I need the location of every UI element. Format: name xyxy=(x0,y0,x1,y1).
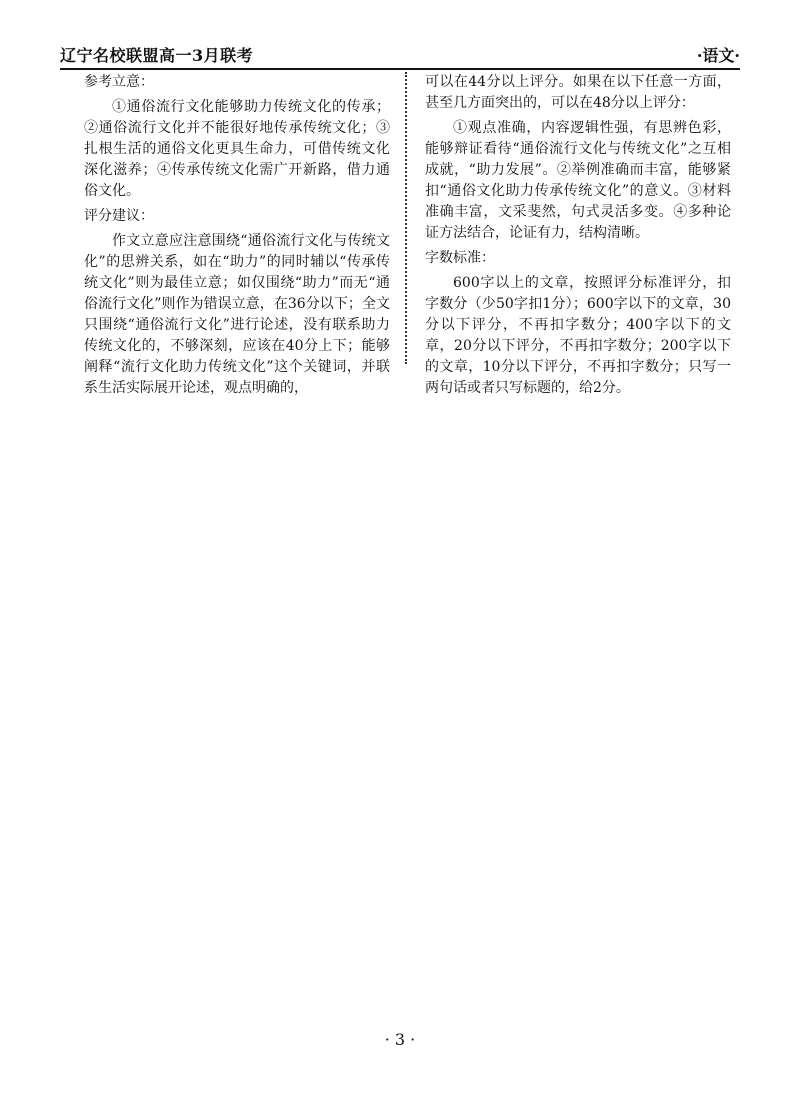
reference-theme-heading: 参考立意： xyxy=(84,74,154,90)
word-count-text: 600字以上的文章，按照评分标准评分，扣字数分（少50字扣1分）；600字以下的文章，30分以下评分，不再扣字数分；400字以下的文章，20分以下评分，不再扣字数分；200字以下的文章，10分以下评分，不再扣字数分；只写一两句话或者只写标题的，给2分。 xyxy=(425,275,731,396)
page-header xyxy=(60,42,740,70)
word-count-heading: 字数标准： xyxy=(425,250,495,266)
scoring-advice-heading: 评分建议： xyxy=(84,208,154,224)
subject-label: ·语文· xyxy=(696,46,740,65)
reference-theme-text: ①通俗流行文化能够助力传统文化的传承；②通俗流行文化并不能很好地传承传统文化；③扎根生活的通俗文化更具生命力，可借传统文化深化滋养；④传承传统文化需广开新路，借力通俗文化。 xyxy=(84,99,390,199)
excellence-criteria-text: ①观点准确，内容逻辑性强，有思辨色彩，能够辩证看待“通俗流行文化与传统文化”之互相成就，“助力发展”。②举例准确而丰富，能够紧扣“通俗文化助力传承传统文化”的意义。③材料准确丰富，文采斐然，句式灵活多变。④多种论证方法结合，论证有力，结构清晰。 xyxy=(425,120,731,241)
scoring-advice-text: 作文立意应注意围绕“通俗流行文化与传统文化”的思辨关系，如在“助力”的同时辅以“传承传统文化”则为最佳立意；如仅围绕“助力”而无“通俗流行文化”则作为错误立意，在36分以下；全文只围绕“通俗流行文化”进行论述，没有联系助力传统文化的，不够深刻，应该在40分上下；能够阐释“流行文化助力传统文化”这个关键词，并联系生活实际展开论述，观点明确的， xyxy=(84,233,390,396)
page-number: · 3 · xyxy=(384,1030,416,1049)
scoring-continuation-text: 可以在44分以上评分。如果在以下任意一方面，甚至几方面突出的，可以在48分以上评分： xyxy=(425,74,731,111)
content-columns xyxy=(84,72,740,396)
left-column xyxy=(84,72,390,403)
column-divider xyxy=(405,72,407,364)
right-column xyxy=(425,72,731,403)
exam-title: 辽宁名校联盟高一3月联考 xyxy=(60,46,254,65)
